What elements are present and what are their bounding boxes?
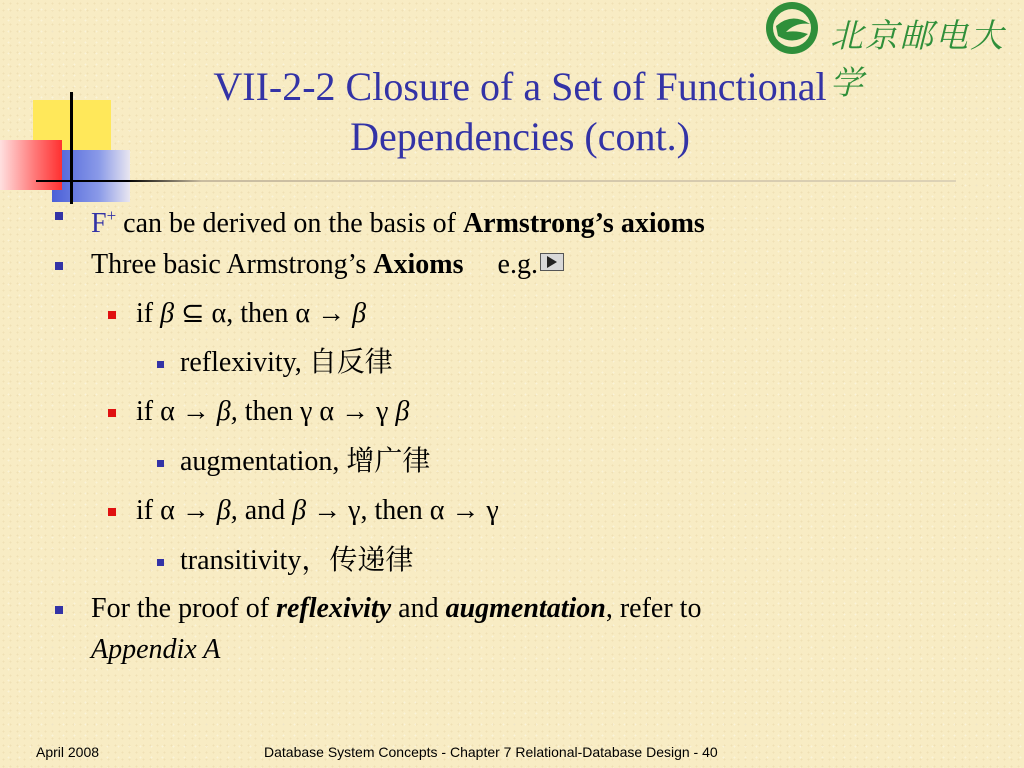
beta-symbol: β (352, 298, 367, 329)
bullet-f-plus (91, 200, 705, 240)
bullet-marker (108, 409, 116, 417)
decor-vertical-line (70, 92, 73, 204)
title-line-1: VII-2-2 Closure of a Set of Functional (213, 64, 827, 109)
footer-course-info: Database System Concepts - Chapter 7 Relational-Database Design - 40 (264, 744, 718, 760)
reflexivity-emphasis: reflexivity (276, 593, 392, 624)
rule-text: then γ α → γ (237, 396, 396, 427)
bullet-proof-reference (91, 593, 701, 625)
rule-transitivity (136, 495, 499, 527)
rule-text: if (136, 298, 161, 329)
rule-reflexivity (136, 298, 366, 330)
page-title (120, 62, 920, 162)
rule-text: if α → (136, 396, 217, 427)
augmentation-emphasis: augmentation (445, 593, 606, 624)
bullet-bold-text: Axioms (373, 249, 464, 280)
eg-text: e.g. (497, 249, 538, 280)
bullet-text: can be derived on the basis of (116, 208, 463, 239)
beta-symbol: β (160, 298, 175, 329)
beta-symbol: β, (216, 495, 238, 526)
play-button[interactable] (540, 253, 564, 271)
beta-symbol: β (292, 495, 307, 526)
footer-date: April 2008 (36, 744, 100, 760)
rule-name-augmentation: augmentation, 增广律 (180, 446, 431, 477)
university-logo (766, 2, 1016, 102)
bullet-text: and (391, 593, 446, 624)
rule-text: ⊆ α, then α → (174, 298, 353, 329)
bullet-text: Three basic Armstrong’s (91, 249, 374, 280)
bullet-marker (108, 311, 116, 319)
bullet-text: , refer to (605, 593, 702, 624)
f-symbol: F (91, 208, 107, 239)
title-underline (36, 180, 956, 182)
bullet-marker (55, 262, 63, 270)
beta-symbol: β, (216, 396, 238, 427)
bullet-text: For the proof of (91, 593, 277, 624)
bullet-marker (108, 508, 116, 516)
bullet-marker (157, 460, 164, 467)
rule-name-reflexivity: reflexivity, 自反律 (180, 347, 393, 378)
logo-emblem-icon (766, 2, 818, 54)
decor-blue-square (52, 150, 130, 202)
play-icon (545, 255, 559, 269)
logo-text: 北京邮电大学 (830, 16, 1005, 102)
rule-augmentation (136, 396, 409, 428)
title-line-2: Dependencies (cont.) (350, 114, 690, 159)
rule-text: if α → (136, 495, 217, 526)
plus-superscript: + (106, 206, 117, 225)
bullet-marker (55, 212, 63, 220)
bullet-marker (157, 361, 164, 368)
rule-text: and (237, 495, 293, 526)
beta-symbol: β (395, 396, 410, 427)
bullet-bold-text: Armstrong’s axioms (462, 208, 705, 239)
rule-text: → γ, then α → γ (306, 495, 499, 526)
bullet-three-axioms (91, 249, 564, 281)
bullet-marker (157, 559, 164, 566)
appendix-text: Appendix A (91, 634, 221, 665)
rule-name-transitivity: transitivity，传递律 (180, 545, 414, 576)
decor-red-square (0, 140, 62, 190)
bullet-marker (55, 606, 63, 614)
appendix-link (91, 634, 220, 666)
